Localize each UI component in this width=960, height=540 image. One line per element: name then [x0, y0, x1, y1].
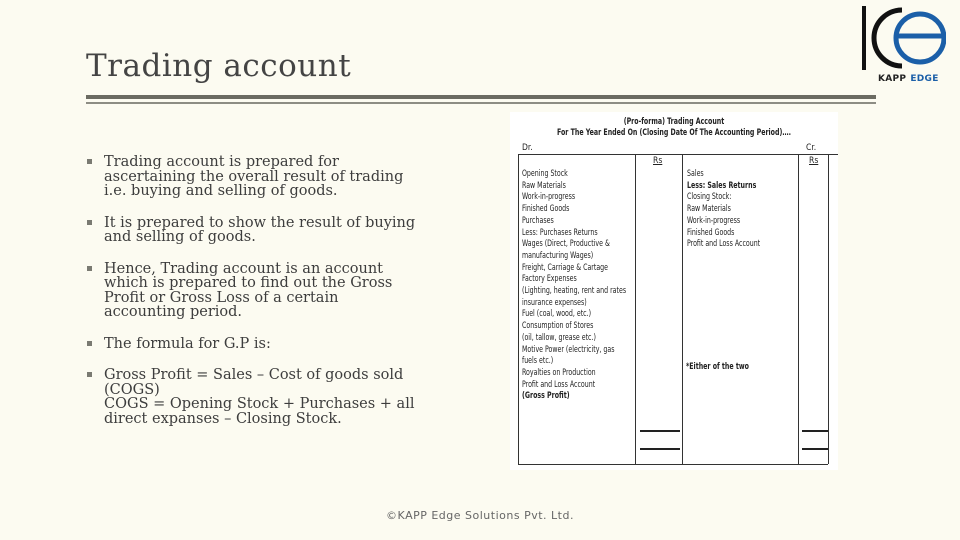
list-item: Profit and Loss Account [522, 379, 596, 390]
bullet-item: Trading account is prepared for ascertaining the overall result of trading i.e. buying and selling of goods. [86, 155, 416, 199]
list-item: Opening Stock [522, 169, 568, 179]
list-item: Finished Goods [522, 204, 570, 215]
list-item: Wages (Direct, Productive & [522, 239, 610, 250]
list-item: insurance expenses) [522, 297, 587, 308]
title-rule-thin [86, 102, 876, 104]
list-item: (oil, tallow, grease etc.) [522, 332, 596, 343]
bullet-continuation: COGS = Opening Stock + Purchases + all direct expanses – Closing Stock. [104, 396, 415, 427]
list-item: Motive Power (electricity, gas [522, 344, 615, 355]
logo-wordmark: KAPP EDGE [878, 74, 939, 84]
debit-label: Dr. [522, 143, 533, 153]
list-item: manufacturing Wages) [522, 250, 594, 261]
list-item: Factory Expenses [522, 274, 577, 285]
proforma-trading-account [510, 112, 838, 470]
bullet-item: It is prepared to show the result of buying and selling of goods. [86, 216, 416, 245]
list-item: Finished Goods [687, 227, 735, 238]
list-item: Raw Materials [687, 204, 731, 215]
credit-currency: Rs [809, 156, 819, 166]
list-item: Purchases [522, 215, 554, 226]
list-item: Work-in-progress [687, 215, 741, 226]
list-item: Less: Purchases Returns [522, 227, 598, 238]
debit-total-rule [640, 430, 680, 432]
either-note: *Either of the two [686, 362, 749, 372]
bullet-list [86, 155, 416, 426]
list-item: Less: Sales Returns [687, 180, 757, 191]
header-rule [518, 154, 838, 155]
list-item: (Lighting, heating, rent and rates [522, 286, 627, 297]
bullet-item: Gross Profit = Sales – Cost of goods sold (COGS) COGS = Opening Stock + Purchases + all direct expanses – Closing Stock. [86, 368, 416, 426]
title-rule-thick [86, 95, 876, 99]
bottom-rule [518, 464, 828, 465]
center-divider [682, 154, 683, 464]
list-item: (Gross Profit) [522, 391, 570, 402]
credit-total-rule [802, 448, 828, 450]
list-item: Profit and Loss Account [687, 239, 761, 250]
right-border [828, 154, 829, 464]
list-item: Royalties on Production [522, 367, 596, 378]
debit-currency: Rs [653, 156, 663, 166]
bullet-item: The formula for G.P is: [86, 337, 416, 352]
list-item: Work-in-progress [522, 192, 576, 203]
list-item: Raw Materials [522, 180, 566, 191]
list-item: Closing Stock: [687, 192, 732, 203]
credit-items [687, 169, 776, 251]
list-item: fuels etc.) [522, 356, 554, 367]
list-item: Freight, Carriage & Cartage [522, 262, 609, 273]
credit-label: Cr. [806, 143, 817, 153]
credit-amount-divider [798, 154, 799, 464]
debit-total-rule [640, 448, 680, 450]
left-border [518, 154, 519, 464]
list-item: Sales [687, 169, 704, 179]
footer-copyright: ©KAPP Edge Solutions Pvt. Ltd. [386, 509, 574, 522]
list-item: Fuel (coal, wood, etc.) [522, 309, 592, 320]
debit-items [522, 169, 649, 403]
slide-title: Trading account [86, 48, 352, 84]
proforma-subheading: For The Year Ended On (Closing Date Of The Accounting Period)…. [556, 128, 792, 138]
proforma-heading: (Pro-forma) Trading Account [623, 117, 725, 127]
credit-total-rule [802, 430, 828, 432]
list-item: Consumption of Stores [522, 321, 594, 332]
bullet-item: Hence, Trading account is an account which is prepared to find out the Gross Profit or Gross Loss of a certain accounting period. [86, 262, 416, 320]
